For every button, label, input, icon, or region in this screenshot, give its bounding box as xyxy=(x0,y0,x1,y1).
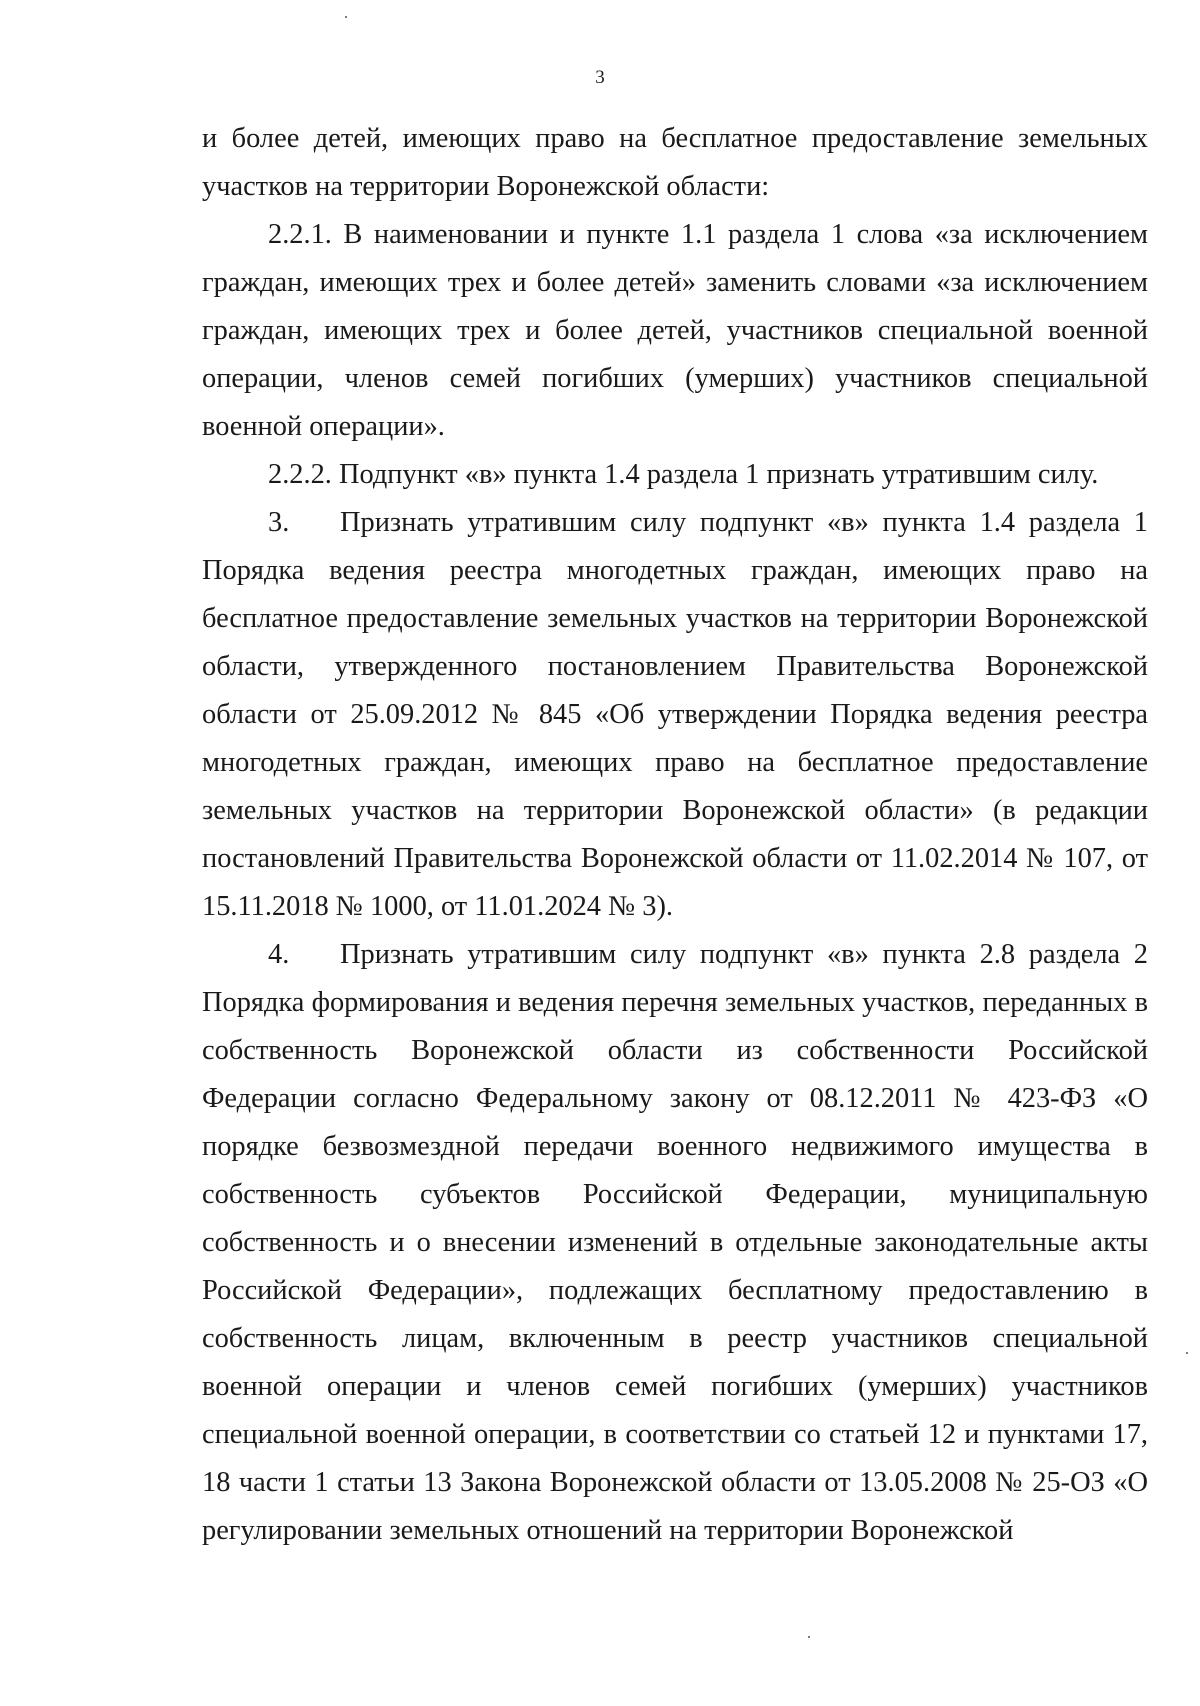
item-number-4: 4. xyxy=(268,939,290,970)
item-4-text: Признать утратившим силу подпункт «в» пункта 2.8 раздела 2 Порядка формирования и ведения перечня земельных участков, переданных в собственность Воронежской области из собственности Российской Федерации согласно Федеральному закону от 08.12.2011 № 423-ФЗ «О порядке безвозмездной передачи военного недвижимого имущества в собственность субъектов Российской Федерации, муниципальную собственность и о внесении изменений в отдельные законодательные акты Российской Федерации», подлежащих бесплатному предоставлению в собственность лицам, включенным в реестр участников специальной военной операции и членов семей погибших (умерших) участников специальной военной операции, в соответствии со статьей 12 и пунктами 17, 18 части 1 статьи 13 Закона Воронежской области от 13.05.2008 № 25-ОЗ «О регулировании земельных отношений на территории Воронежской xyxy=(202,939,1148,1546)
page-number: 3 xyxy=(595,67,605,88)
paragraph-continuation: и более детей, имеющих право на бесплатное предоставление земельных участков на территории Воронежской области: xyxy=(202,123,1148,202)
paragraph-item-3 xyxy=(202,499,1148,931)
paragraph-item-4 xyxy=(202,931,1148,1555)
scan-speck xyxy=(1186,1352,1188,1354)
paragraph-2-2-1: 2.2.1. В наименовании и пункте 1.1 раздела 1 слова «за исключением граждан, имеющих трех и более детей» заменить словами «за исключением граждан, имеющих трех и более детей, участников специальной военной операции, членов семей погибших (умерших) участников специальной военной операции». xyxy=(202,219,1148,442)
item-3-text: Признать утратившим силу подпункт «в» пункта 1.4 раздела 1 Порядка ведения реестра многодетных граждан, имеющих право на бесплатное предоставление земельных участков на территории Воронежской области, утвержденного постановлением Правительства Воронежской области от 25.09.2012 № 845 «Об утверждении Порядка ведения реестра многодетных граждан, имеющих право на бесплатное предоставление земельных участков на территории Воронежской области» (в редакции постановлений Правительства Воронежской области от 11.02.2014 № 107, от 15.11.2018 № 1000, от 11.01.2024 № 3). xyxy=(202,507,1148,922)
document-body xyxy=(202,115,1148,1555)
paragraph-2-2-2: 2.2.2. Подпункт «в» пункта 1.4 раздела 1 признать утратившим силу. xyxy=(268,459,1099,490)
item-number-3: 3. xyxy=(268,507,290,538)
scan-speck xyxy=(345,16,347,18)
scan-speck xyxy=(808,1636,810,1638)
